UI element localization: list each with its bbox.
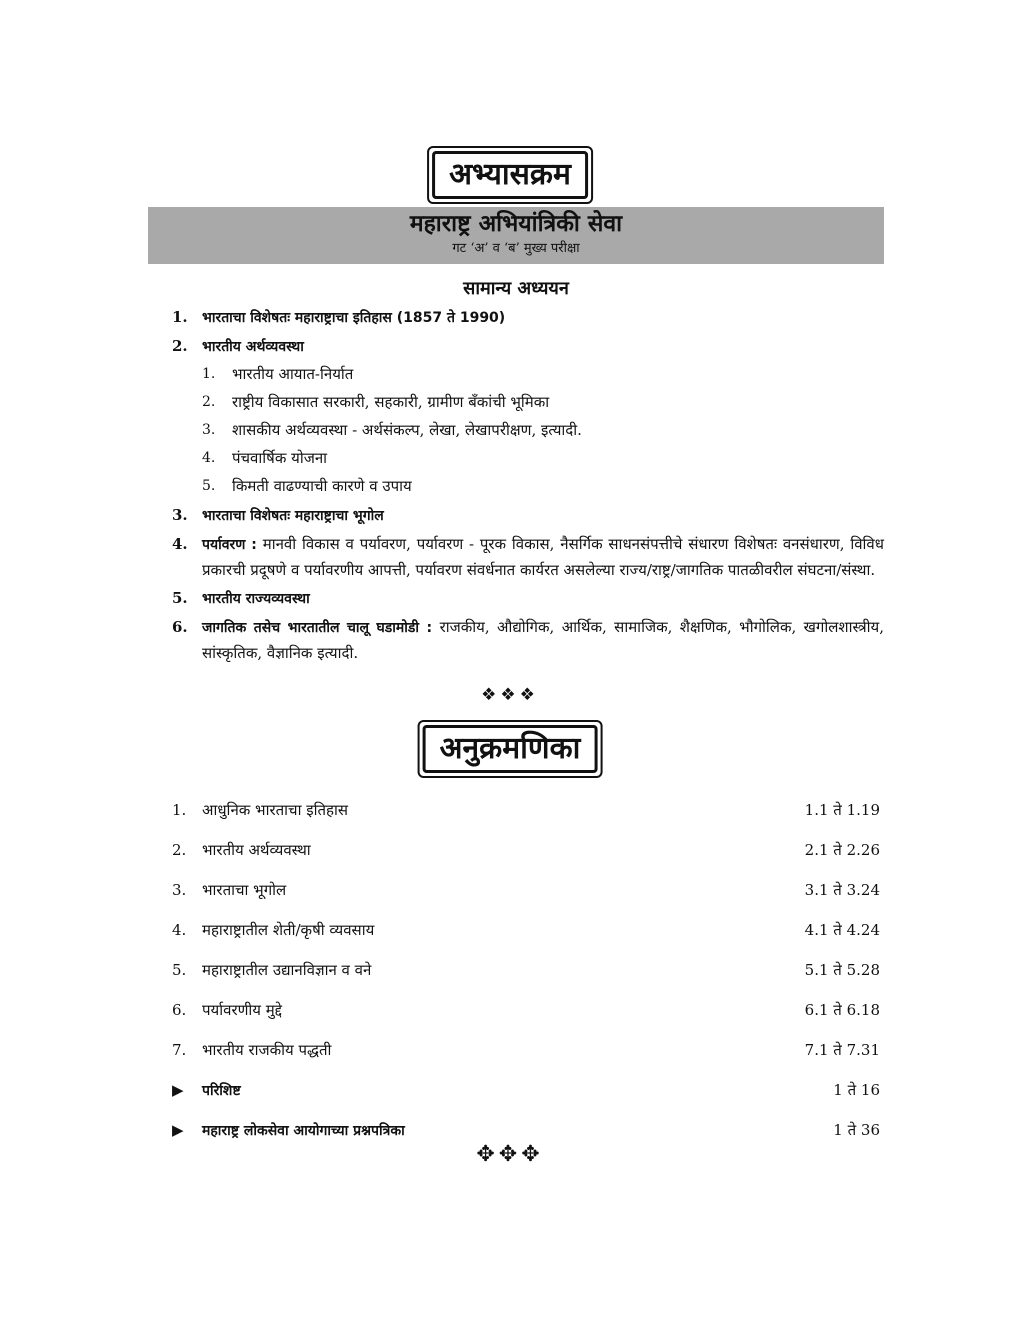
syllabus-item [172, 586, 884, 612]
syllabus-item [172, 305, 884, 331]
item-number: 2. [172, 337, 188, 355]
toc-row [172, 1030, 880, 1070]
toc-number: 6. [172, 1001, 187, 1019]
toc-pages: 1 ते 16 [833, 1081, 880, 1099]
item-heading: जागतिक तसेच भारतातील चालू घडामोडी : [202, 620, 433, 636]
syllabus-item [172, 615, 884, 666]
subitem [202, 472, 884, 500]
item-heading: भारतीय राज्यव्यवस्था [202, 591, 310, 607]
item-heading: पर्यावरण : [202, 537, 257, 553]
toc-label: भारतीय राजकीय पद्धती [202, 1041, 332, 1059]
toc-number: 4. [172, 921, 187, 939]
toc-row [172, 790, 880, 830]
toc-pages: 1 ते 36 [833, 1121, 880, 1139]
item-number: 5. [172, 589, 188, 607]
subitem-text: पंचवार्षिक योजना [232, 449, 328, 467]
subitem-number: 4. [202, 450, 216, 466]
toc-pages: 7.1 ते 7.31 [804, 1041, 880, 1059]
subitem-text: राष्ट्रीय विकासात सरकारी, सहकारी, ग्रामीण बँकांची भूमिका [232, 393, 550, 411]
toc-row [172, 950, 880, 990]
item-number: 1. [172, 308, 188, 326]
item-heading: भारतीय अर्थव्यवस्था [202, 339, 304, 355]
banner-subtitle: गट ‘अ’ व ‘ब’ मुख्य परीक्षा [452, 241, 580, 256]
subitem-text: भारतीय आयात-निर्यात [232, 365, 354, 383]
syllabus-item [172, 532, 884, 583]
arrow-right-icon: ▶ [172, 1081, 184, 1099]
toc-number: 5. [172, 961, 187, 979]
toc-pages: 5.1 ते 5.28 [804, 961, 880, 979]
toc-pages: 2.1 ते 2.26 [804, 841, 880, 859]
ornament-divider: ✥✥✥ [476, 1142, 544, 1167]
subitem-text: शासकीय अर्थव्यवस्था - अर्थसंकल्प, लेखा, लेखापरीक्षण, इत्यादी. [232, 421, 582, 439]
toc-row [172, 910, 880, 950]
toc-number: 7. [172, 1041, 187, 1059]
arrow-right-icon: ▶ [172, 1121, 184, 1139]
index-title: अनुक्रमणिका [423, 725, 598, 773]
subitem [202, 360, 884, 388]
toc-row [172, 870, 880, 910]
toc-pages: 3.1 ते 3.24 [804, 881, 880, 899]
toc-number: 2. [172, 841, 187, 859]
syllabus-title-box [427, 146, 593, 204]
toc-number: 3. [172, 881, 187, 899]
subitem [202, 388, 884, 416]
table-of-contents [172, 790, 880, 1150]
syllabus-item [172, 334, 884, 360]
toc-pages: 4.1 ते 4.24 [804, 921, 880, 939]
subitem-number: 2. [202, 394, 216, 410]
toc-label: भारताचा भूगोल [202, 881, 287, 899]
item-heading: भारताचा विशेषतः महाराष्ट्राचा इतिहास (1857 ते 1990) [202, 310, 506, 326]
subitem-number: 3. [202, 422, 216, 438]
toc-label: महाराष्ट्र लोकसेवा आयोगाच्या प्रश्नपत्रिका [202, 1122, 405, 1139]
toc-label: भारतीय अर्थव्यवस्था [202, 841, 311, 859]
ornament-divider: ❖❖❖ [481, 685, 539, 705]
exam-banner [148, 207, 884, 264]
toc-label: महाराष्ट्रातील उद्यानविज्ञान व वने [202, 961, 372, 979]
item-text: राजकीय, औद्योगिक, आर्थिक, सामाजिक, शैक्षणिक, भौगोलिक, खगोलशास्त्रीय, सांस्कृतिक, वैज्ञानिक इत्यादी. [202, 618, 884, 662]
banner-title: महाराष्ट्र अभियांत्रिकी सेवा [409, 211, 623, 237]
item-number: 4. [172, 535, 188, 553]
item-number: 6. [172, 618, 188, 636]
syllabus-list [172, 302, 884, 666]
syllabus-item [172, 503, 884, 529]
item-text: मानवी विकास व पर्यावरण, पर्यावरण - पूरक विकास, नैसर्गिक साधनसंपत्तीचे संधारण विशेषतः वनसंधारण, विविध प्रकारची प्रदूषणे व पर्यावरणीय आपत्ती, पर्यावरण संवर्धनात कार्यरत असलेल्या राज्य/राष्ट्र/जागतिक पातळीवरील संघटना/संस्था. [202, 535, 884, 579]
toc-pages: 6.1 ते 6.18 [804, 1001, 880, 1019]
toc-label: महाराष्ट्रातील शेती/कृषी व्यवसाय [202, 921, 375, 939]
syllabus-title: अभ्यासक्रम [432, 151, 588, 199]
subitem-number: 1. [202, 366, 216, 382]
subject-heading: सामान्य अध्ययन [463, 278, 569, 299]
item-number: 3. [172, 506, 188, 524]
toc-number: 1. [172, 801, 187, 819]
toc-row [172, 830, 880, 870]
toc-pages: 1.1 ते 1.19 [804, 801, 880, 819]
item-heading: भारताचा विशेषतः महाराष्ट्राचा भूगोल [202, 508, 384, 524]
index-title-box [418, 720, 603, 778]
toc-row-appendix [172, 1070, 880, 1110]
subitem [202, 416, 884, 444]
subitem-text: किमती वाढण्याची कारणे व उपाय [232, 477, 412, 495]
toc-row [172, 990, 880, 1030]
toc-label: परिशिष्ट [202, 1082, 241, 1099]
subitem [202, 444, 884, 472]
toc-label: आधुनिक भारताचा इतिहास [202, 801, 349, 819]
toc-label: पर्यावरणीय मुद्दे [202, 1001, 283, 1019]
subitem-number: 5. [202, 478, 216, 494]
